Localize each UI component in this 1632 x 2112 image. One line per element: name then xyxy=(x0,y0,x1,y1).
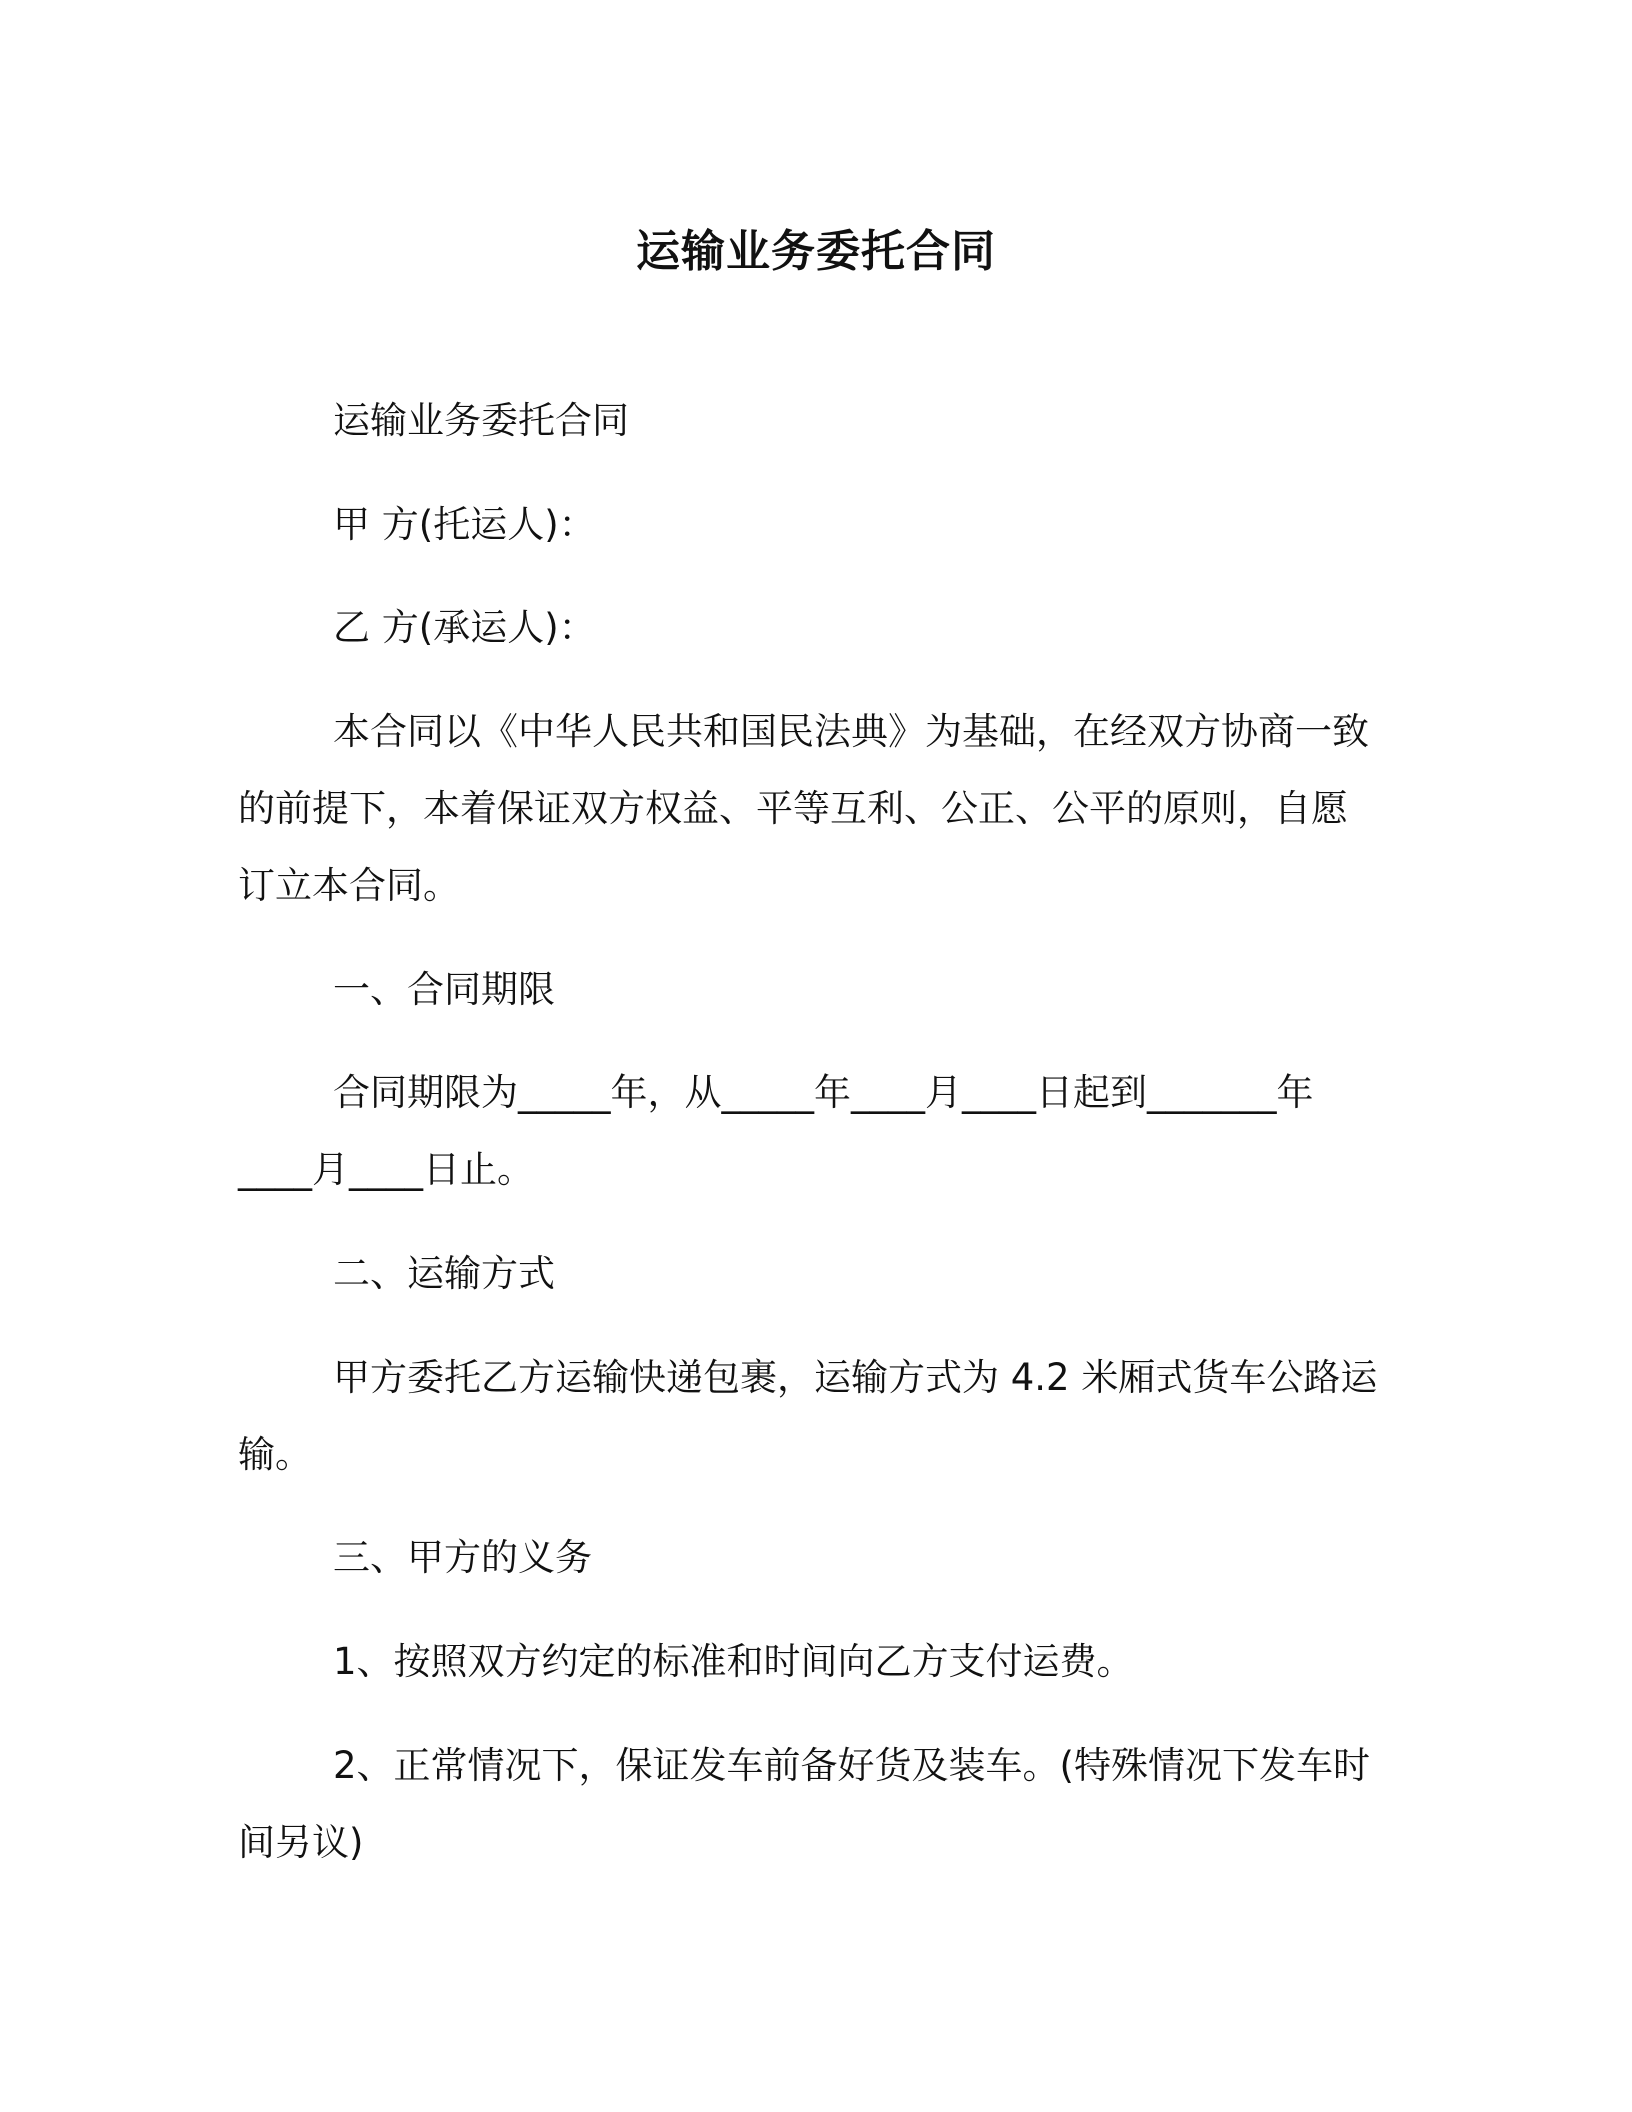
term-line: 合同期限为_____年，从_____年____月____日起到_______年 xyxy=(333,1071,1314,1114)
transport-line: 甲方委托乙方运输快递包裹，运输方式为 4.2 米厢式货车公路运 xyxy=(333,1356,1378,1399)
transport-line: 输。 xyxy=(238,1433,312,1476)
party-a-line: 甲 方(托运人)： xyxy=(333,503,596,546)
obligation-item-2-line: 间另议) xyxy=(238,1821,364,1864)
obligation-item-2-line: 2、正常情况下，保证发车前备好货及装车。(特殊情况下发车时 xyxy=(333,1744,1370,1787)
preamble-line: 的前提下，本着保证双方权益、平等互利、公正、公平的原则，自愿 xyxy=(238,787,1348,830)
section-heading-term: 一、合同期限 xyxy=(333,968,555,1011)
party-b-line: 乙 方(承运人)： xyxy=(333,606,596,649)
document-title: 运输业务委托合同 xyxy=(636,226,996,277)
preamble-line: 本合同以《中华人民共和国民法典》为基础，在经双方协商一致 xyxy=(333,710,1369,753)
section-heading-transport-method: 二、运输方式 xyxy=(333,1252,555,1295)
section-heading-party-a-obligations: 三、甲方的义务 xyxy=(333,1536,592,1579)
preamble-line: 订立本合同。 xyxy=(238,864,460,907)
document-subtitle: 运输业务委托合同 xyxy=(333,399,629,442)
obligation-item-1: 1、按照双方约定的标准和时间向乙方支付运费。 xyxy=(333,1640,1134,1683)
term-line: ____月____日止。 xyxy=(238,1148,534,1191)
